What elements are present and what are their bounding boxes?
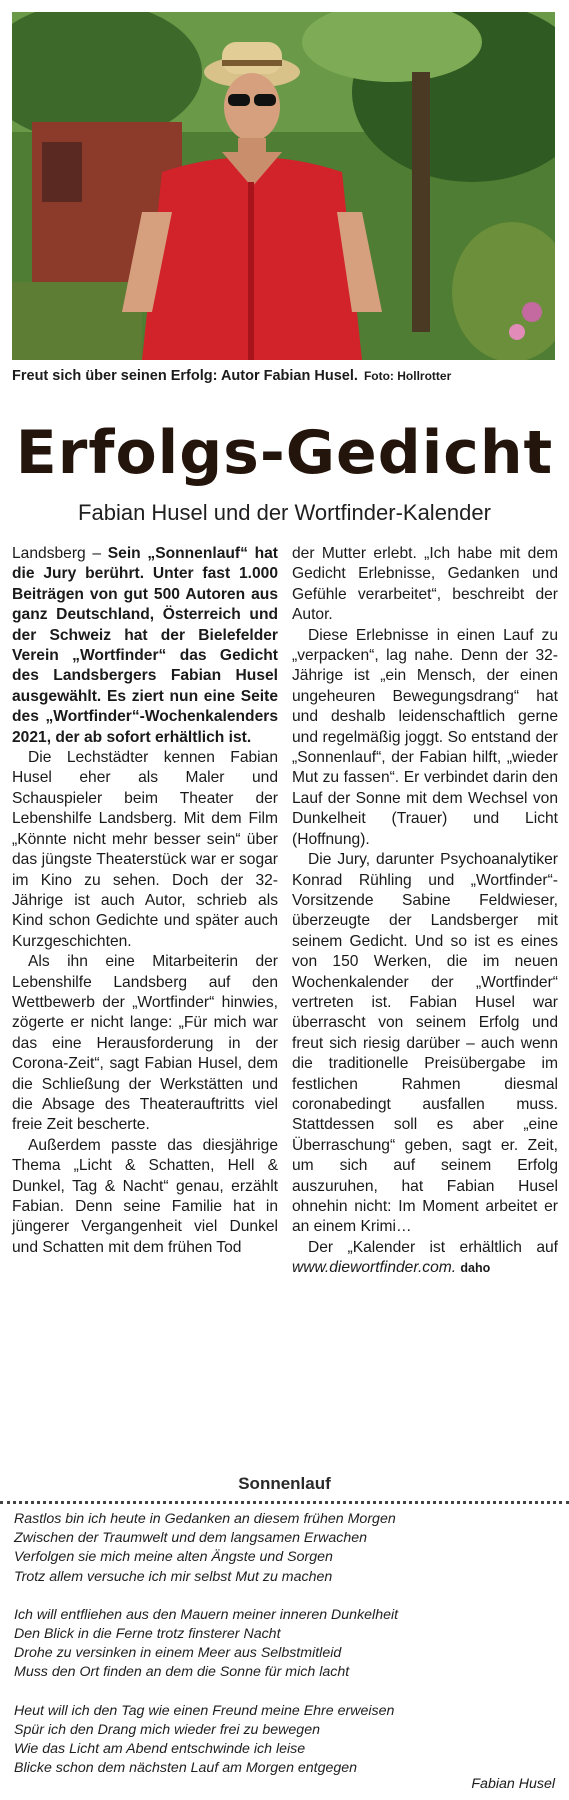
closing-text: Der „Kalender ist erhältlich auf — [308, 1238, 558, 1256]
poem-stanza — [14, 1606, 559, 1683]
lead-text: Sein „Sonnenlauf“ hat die Jury berührt. Unter fast 1.000 Beiträgen von gut 500 Autoren aus ganz Deutschland, Österreich und der Schweiz hat der Bielefelder Verein „Wortfinder“ das Gedicht des Landsbergers Fabian Husel ausgewählt. Es ziert nun eine Seite des „Wortfinder“-Wochenkalenders 2021, der ab sofort erhältlich ist. — [12, 545, 278, 746]
poem-line: Ich will entfliehen aus den Mauern meiner inneren Dunkelheit — [14, 1606, 399, 1623]
poem-line: Heut will ich den Tag wie einen Freund meine Ehre erweisen — [14, 1702, 395, 1719]
poem-author: Fabian Husel — [471, 1776, 555, 1792]
article-paragraph: Diese Erlebnisse in einen Lauf zu „verpacken“, lag nahe. Denn der 32-Jährige ist „ein Mensch, der einen ungeheuren Bewegungsdrang“ hat und deshalb leidenschaftlich gerne und regelmäßig joggt. So entstand der „Sonnenlauf“, der Fabian hilft, „wieder Mut zu fassen“. Er verbindet darin den Lauf der Sonne mit dem Wechsel von Dunkelheit (Trauer) und Licht (Hoffnung). — [292, 626, 558, 848]
article-column-left — [12, 544, 278, 1258]
article-column-right — [292, 544, 558, 1279]
author-signature: daho — [460, 1261, 491, 1276]
article-paragraph-final — [292, 1238, 558, 1279]
poem-title: Sonnenlauf — [238, 1474, 331, 1493]
article-lead — [12, 544, 278, 748]
poem-line: Trotz allem versuche ich mir selbst Mut zu machen — [14, 1568, 333, 1585]
article-paragraph: Die Jury, darunter Psychoanalytiker Konrad Rühling und „Wortfinder“-Vorsitzende Sabine Feldwieser, überzeugte der Landsberger mit seinem Gedicht. Und so ist es eines von 150 Werken, die im neuen Wochenkalender der „Wortfinder“ vertreten ist. Fabian Husel war überrascht von seinem Erfolg und freut sich riesig darüber – auch wenn die traditionelle Preisübergabe im festlichen Rahmen diesmal coronabedingt ausfallen muss. Stattdessen soll es aber „eine Überraschung“ geben, sagt er. Zeit, um sich auf seinem Erfolg auszuruhen, hat Fabian Husel ohnehin nicht: Im Moment arbeitet er an einem Krimi… — [292, 851, 558, 1236]
headline: Erfolgs-Gedicht — [15, 418, 554, 488]
poem-line: Zwischen der Traumwelt und dem langsamen Erwachen — [14, 1530, 368, 1547]
article-paragraph: Als ihn eine Mitarbeiterin der Lebenshilfe Landsberg auf den Wettbewerb der „Wortfinder“ hinwies, zögerte er nicht lange: „Für mich war das eine Herausforderung in der Corona-Zeit“, sagt Fabian Husel, dem die Schließung der Werkstätten und die Absage des Theaterauftritts viel freie Zeit bescherte. — [12, 953, 278, 1134]
article-paragraph: Außerdem passte das diesjährige Thema „Licht & Schatten, Hell & Dunkel, Tag & Nacht“ genau, erzählt Fabian. Denn seine Familie hat in jüngerer Vergangenheit viel Dunkel und Schatten mit dem frühen Tod — [12, 1136, 278, 1256]
poem-line: Rastlos bin ich heute in Gedanken an diesem frühen Morgen — [14, 1511, 396, 1527]
photo-caption — [12, 368, 557, 384]
article-photo — [12, 12, 555, 360]
article-paragraph: Die Lechstädter kennen Fabian Husel eher als Maler und Schauspieler beim Theater der Lebenshilfe Landsberg. Mit dem Film „Könnte nicht mehr besser sein“ über das jüngste Theaterstück war er sogar im Kino zu sehen. Doch der 32-Jährige ist auch Autor, schrieb als Kind schon Gedichte und später auch Kurzgeschichten. — [12, 749, 278, 950]
poem-stanza — [14, 1510, 559, 1587]
photo-credit: Foto: Hollrotter — [363, 369, 452, 383]
poem-line: Spür ich den Drang mich wieder frei zu bewegen — [14, 1721, 320, 1738]
website-link[interactable]: www.diewortfinder.com. — [292, 1259, 457, 1277]
poem-line: Blicke schon dem nächsten Lauf am Morgen entgegen — [14, 1760, 358, 1777]
poem-line: Muss den Ort finden an dem die Sonne für mich lacht — [14, 1664, 350, 1681]
poem-stanza — [14, 1702, 559, 1779]
poem-line: Den Blick in die Ferne trotz finsterer Nacht — [14, 1626, 281, 1643]
photo-author-portrait-icon — [12, 12, 555, 360]
poem-body — [14, 1510, 559, 1797]
poem-line: Wie das Licht am Abend entschwinde ich leise — [14, 1741, 306, 1758]
poem-line: Verfolgen sie mich meine alten Ängste und Sorgen — [14, 1549, 333, 1566]
caption-text: Freut sich über seinen Erfolg: Autor Fabian Husel. — [12, 368, 358, 384]
dotted-divider — [0, 1501, 569, 1504]
dateline: Landsberg – — [12, 545, 102, 562]
article-paragraph: der Mutter erlebt. „Ich habe mit dem Gedicht Erlebnisse, Gedanken und Gefühle verarbeitet“, beschreibt der Autor. — [292, 545, 558, 624]
subheadline: Fabian Husel und der Wortfinder-Kalender — [78, 500, 491, 525]
poem-line: Drohe zu versinken in einem Meer aus Selbstmitleid — [14, 1645, 342, 1662]
